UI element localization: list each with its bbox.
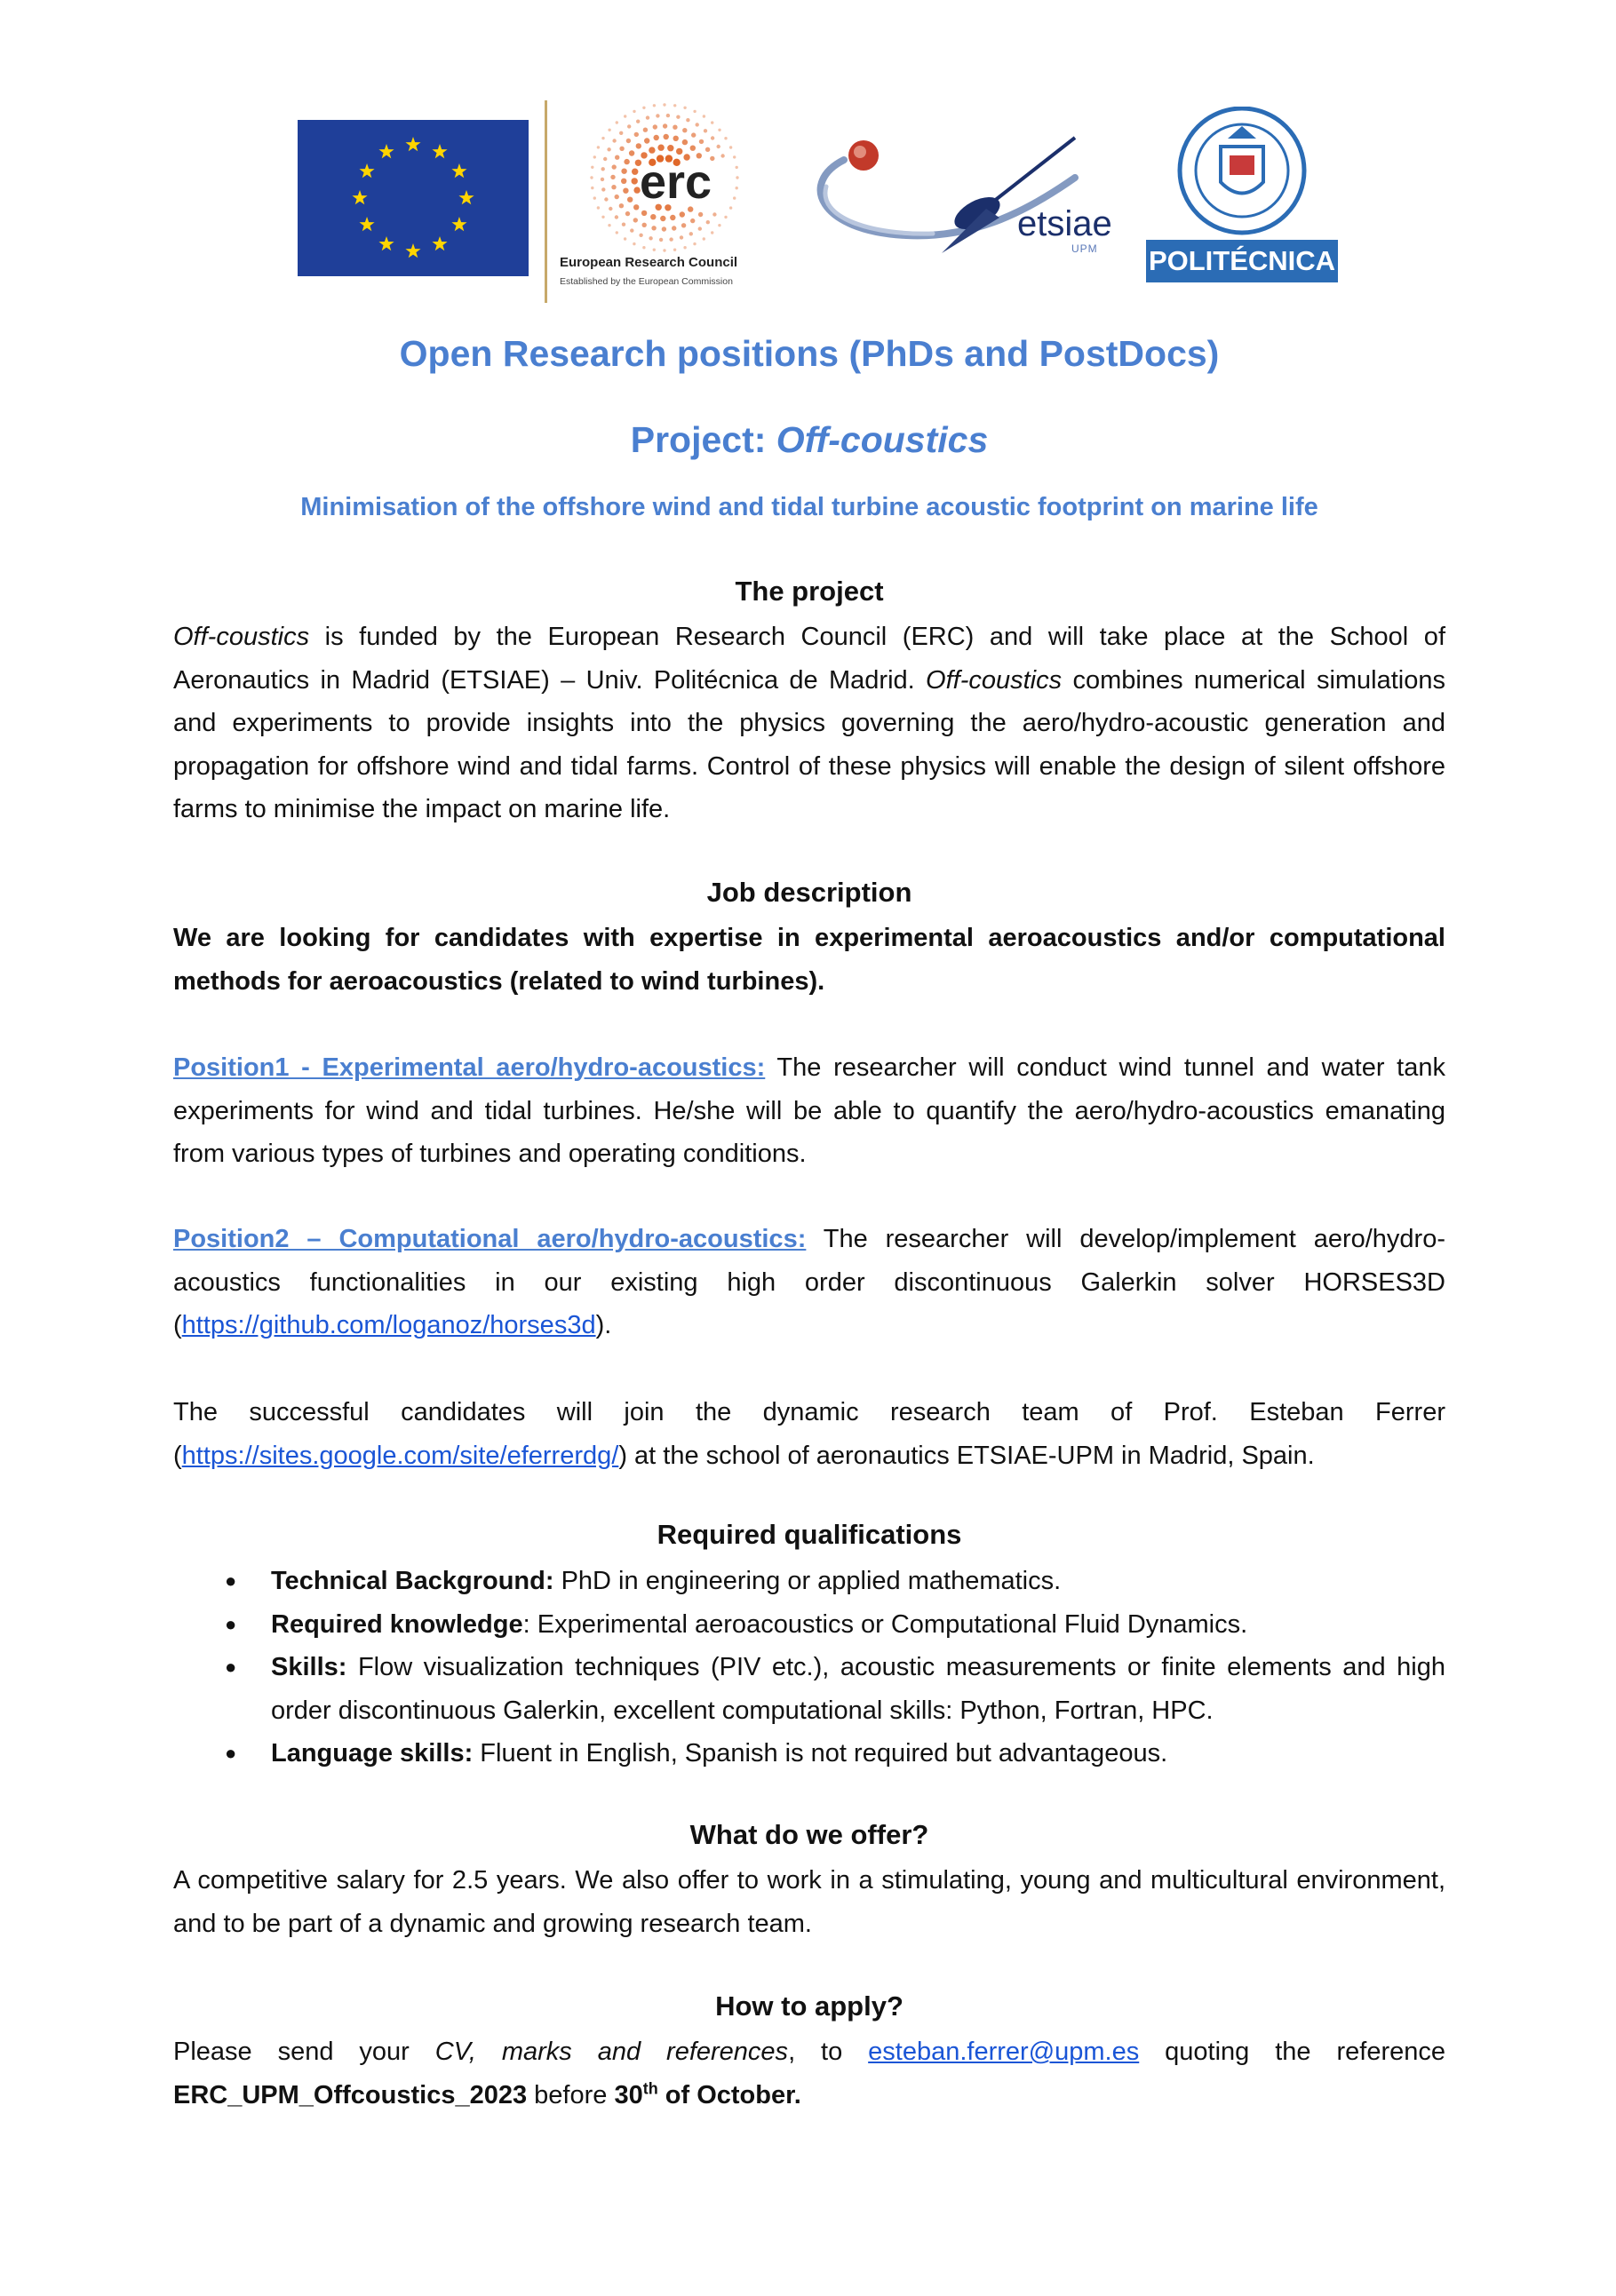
- qualification-label: Skills:: [271, 1653, 347, 1681]
- erc-dot-icon: [656, 114, 659, 117]
- erc-dot-icon: [611, 185, 616, 189]
- erc-dot-icon: [601, 167, 605, 171]
- erc-dot-icon: [718, 129, 720, 131]
- erc-dot-icon: [724, 137, 727, 139]
- erc-dot-icon: [666, 114, 670, 117]
- position2-paragraph: [173, 1218, 1445, 1347]
- erc-dot-icon: [642, 246, 645, 249]
- erc-dot-icon: [673, 249, 676, 251]
- erc-dot-icon: [651, 226, 656, 230]
- erc-dot-icon: [634, 132, 639, 137]
- erc-dot-icon: [601, 178, 604, 181]
- list-item: [173, 1646, 1445, 1732]
- erc-dot-icon: [698, 212, 703, 217]
- qualification-label: Technical Background:: [271, 1567, 554, 1595]
- apply-text-4: before: [527, 2080, 615, 2109]
- etsiae-name: etsiae: [1017, 204, 1112, 243]
- upm-logo: [1146, 107, 1350, 298]
- erc-dot-icon: [670, 215, 675, 220]
- erc-dot-icon: [680, 211, 685, 217]
- section-heading-qualifications: Required qualifications: [657, 1519, 962, 1550]
- erc-dot-icon: [619, 203, 624, 208]
- erc-dot-icon: [632, 178, 638, 184]
- qualification-text: Fluent in English, Spanish is not required but advantageous.: [473, 1739, 1168, 1768]
- position1-link[interactable]: Position1 - Experimental aero/hydro-acoustics:: [173, 1053, 766, 1082]
- erc-dot-icon: [636, 143, 641, 148]
- erc-dot-icon: [601, 187, 605, 191]
- erc-dot-icon: [696, 123, 699, 126]
- erc-dot-icon: [724, 216, 727, 218]
- erc-dot-icon: [667, 145, 673, 151]
- erc-dot-icon: [624, 115, 626, 117]
- position2-link[interactable]: Position2 – Computational aero/hydro-acoustics:: [173, 1225, 807, 1253]
- erc-dot-icon: [711, 121, 713, 123]
- project-name: Off-coustics: [776, 419, 989, 460]
- erc-dot-icon: [633, 242, 635, 245]
- logo-divider: [545, 100, 547, 303]
- erc-dot-icon: [593, 155, 596, 158]
- erc-dot-icon: [623, 188, 628, 194]
- erc-dot-icon: [627, 124, 631, 128]
- erc-dot-icon: [673, 136, 679, 141]
- erc-dot-icon: [703, 115, 705, 117]
- erc-dot-icon: [733, 196, 736, 199]
- erc-dot-icon: [663, 249, 665, 251]
- erc-dot-icon: [698, 226, 702, 230]
- erc-dot-icon: [659, 238, 663, 242]
- project-subtitle: Minimisation of the offshore wind and tidal turbine acoustic footprint on marine life: [300, 493, 1318, 521]
- erc-dot-icon: [680, 235, 683, 239]
- bullet-icon: ●: [225, 1569, 237, 1592]
- erc-dot-icon: [624, 237, 626, 240]
- erc-dot-icon: [717, 145, 720, 148]
- eu-flag-logo: [298, 120, 529, 276]
- erc-dot-icon: [616, 121, 618, 123]
- erc-dot-icon: [619, 131, 623, 135]
- erc-logo-text: erc: [640, 155, 712, 209]
- erc-subtitle: Established by the European Commission: [560, 276, 733, 287]
- position2-end: ).: [595, 1311, 612, 1339]
- erc-dot-icon: [616, 231, 618, 234]
- erc-dot-icon: [706, 220, 710, 224]
- erc-dot-icon: [629, 150, 634, 155]
- erc-dot-icon: [673, 104, 676, 107]
- erc-dot-icon: [736, 187, 738, 189]
- erc-dot-icon: [681, 223, 686, 227]
- erc-dot-icon: [612, 139, 616, 142]
- erc-dot-icon: [597, 146, 600, 148]
- erc-dot-icon: [627, 197, 633, 203]
- project-description: [173, 616, 1445, 831]
- bullet-icon: ●: [225, 1742, 237, 1764]
- erc-dot-icon: [718, 224, 720, 226]
- erc-dot-icon: [653, 124, 657, 129]
- list-item: [173, 1560, 1445, 1603]
- deadline-suffix: th: [642, 2078, 658, 2097]
- erc-dot-icon: [649, 147, 655, 153]
- erc-dot-icon: [720, 154, 724, 157]
- apply-text: [173, 2030, 1445, 2117]
- erc-dot-icon: [682, 128, 687, 132]
- project-title: [173, 419, 1445, 461]
- erc-dot-icon: [615, 195, 619, 199]
- bullet-icon: ●: [225, 1656, 237, 1678]
- erc-dot-icon: [633, 204, 639, 210]
- erc-dot-icon: [653, 249, 656, 251]
- erc-dot-icon: [607, 147, 610, 151]
- erc-dot-icon: [649, 236, 652, 240]
- qualification-label: Required knowledge: [271, 1609, 523, 1639]
- erc-dot-icon: [712, 212, 716, 216]
- erc-dot-icon: [736, 176, 738, 179]
- erc-dot-icon: [624, 159, 629, 164]
- erc-dot-icon: [621, 169, 626, 174]
- erc-dot-icon: [663, 103, 665, 106]
- list-item: [173, 1603, 1445, 1647]
- team-paragraph: [173, 1391, 1445, 1477]
- list-item: [173, 1732, 1445, 1776]
- erc-dot-icon: [591, 166, 593, 169]
- erc-dot-icon: [693, 242, 696, 245]
- apply-documents: CV, marks and references: [434, 2038, 789, 2066]
- deadline-day: 30: [614, 2080, 643, 2109]
- erc-dot-icon: [633, 218, 638, 222]
- erc-dot-icon: [676, 115, 680, 119]
- erc-dot-icon: [729, 206, 732, 209]
- erc-dot-icon: [683, 107, 686, 109]
- erc-dot-icon: [632, 169, 638, 175]
- erc-dot-icon: [591, 187, 593, 189]
- apply-text-1: Please send your: [173, 2038, 435, 2066]
- team-text-1: The successful candidates will join the dynamic research team of Prof. Esteban Ferrer (: [173, 1398, 1445, 1470]
- erc-dot-icon: [641, 211, 647, 216]
- erc-dot-icon: [642, 223, 647, 227]
- erc-dot-icon: [663, 123, 667, 128]
- erc-dot-icon: [733, 155, 736, 158]
- project-name-inline-2: Off-coustics: [926, 665, 1063, 695]
- erc-dot-icon: [650, 214, 656, 219]
- erc-dot-icon: [621, 179, 626, 184]
- erc-dot-icon: [639, 234, 642, 237]
- offer-text: A competitive salary for 2.5 years. We also offer to work in a stimulating, young and multicultural environment, and to be part of a dynamic and growing research team.: [173, 1866, 1445, 1938]
- erc-dot-icon: [619, 147, 624, 151]
- apply-reference: ERC_UPM_Offcoustics_2023: [173, 2080, 528, 2109]
- section-heading-apply: How to apply?: [715, 1990, 904, 2022]
- erc-dot-icon: [603, 157, 607, 161]
- erc-dot-icon: [636, 120, 640, 123]
- erc-dot-icon: [691, 132, 696, 137]
- erc-name: European Research Council: [560, 255, 738, 270]
- position1-text: The researcher will conduct wind tunnel and water tank experiments for wind and tidal turbines. He/she will be able to quantify the aero/hydro-acoustics emanating from various types of turbines and operating conditions.: [173, 1053, 1445, 1168]
- erc-dot-icon: [626, 139, 631, 143]
- email-link[interactable]: esteban.ferrer@upm.es: [868, 2038, 1140, 2066]
- team-site-link[interactable]: https://sites.google.com/site/eferrerdg/: [181, 1441, 619, 1470]
- page-title: Open Research positions (PhDs and PostDocs): [399, 333, 1220, 374]
- erc-dot-icon: [683, 246, 686, 249]
- erc-dot-icon: [686, 118, 689, 122]
- horses3d-link[interactable]: https://github.com/loganoz/horses3d: [181, 1311, 596, 1339]
- apply-text-2: , to: [788, 2038, 869, 2066]
- position1-paragraph: [173, 1046, 1445, 1176]
- upm-wordmark: POLITÉCNICA: [1146, 240, 1338, 282]
- erc-dot-icon: [689, 232, 693, 235]
- erc-dot-icon: [705, 147, 710, 152]
- erc-dot-icon: [643, 128, 648, 132]
- erc-dot-icon: [597, 206, 600, 209]
- section-heading-project: The project: [735, 576, 884, 607]
- erc-dot-icon: [644, 138, 649, 143]
- erc-dot-icon: [672, 226, 676, 230]
- erc-dot-icon: [669, 237, 673, 241]
- erc-dot-icon: [601, 137, 604, 139]
- erc-dot-icon: [601, 216, 604, 218]
- erc-dot-icon: [729, 146, 732, 148]
- etsiae-logo: [808, 120, 1111, 298]
- erc-dot-icon: [642, 107, 645, 109]
- erc-dot-icon: [657, 145, 664, 151]
- erc-dot-icon: [610, 175, 615, 179]
- erc-dot-icon: [736, 166, 738, 169]
- erc-dot-icon: [711, 136, 714, 139]
- qualification-text: Flow visualization techniques (PIV etc.), acoustic measurements or finite elements and high order discontinuous Galerkin, excellent computational skills: Python, Fortran, HPC.: [271, 1653, 1445, 1725]
- erc-dot-icon: [653, 104, 656, 107]
- erc-dot-icon: [690, 146, 696, 151]
- erc-dot-icon: [608, 129, 610, 131]
- erc-dot-icon: [704, 129, 707, 132]
- erc-dot-icon: [676, 148, 682, 155]
- logo-bar: [298, 84, 1346, 315]
- erc-dot-icon: [625, 211, 630, 216]
- erc-dot-icon: [609, 207, 612, 211]
- erc-dot-icon: [664, 134, 669, 139]
- position2-text: The researcher will develop/implement aero/hydro-acoustics functionalities in our existing high order discontinuous Galerkin solver HORSES3D (: [173, 1225, 1445, 1339]
- erc-dot-icon: [662, 226, 666, 231]
- erc-dot-icon: [693, 110, 696, 113]
- erc-dot-icon: [612, 164, 617, 169]
- etsiae-sub: UPM: [1071, 242, 1098, 255]
- project-text-2: combines numerical simulations and experiments to provide insights into the physics governing the aero/hydro-acoustic generation and propagation for offshore wind and tidal farms. Control of these physics will enable the design of silent offshore farms to minimise the impact on marine life.: [173, 665, 1445, 823]
- project-name-inline: Off-coustics: [173, 623, 310, 651]
- erc-dot-icon: [615, 155, 619, 160]
- apply-text-3: quoting the reference: [1139, 2038, 1445, 2066]
- apply-deadline: [614, 2078, 801, 2109]
- erc-dot-icon: [590, 176, 593, 179]
- erc-dot-icon: [633, 110, 635, 113]
- project-text-1: is funded by the European Research Council (ERC) and will take place at the School of Aeronautics in Madrid (ETSIAE) – Univ. Politécnica de Madrid.: [173, 623, 1445, 695]
- erc-dot-icon: [699, 139, 704, 144]
- project-prefix: Project:: [630, 419, 776, 460]
- erc-dot-icon: [654, 135, 659, 140]
- erc-dot-icon: [711, 231, 713, 234]
- bullet-icon: ●: [225, 1612, 237, 1635]
- qualifications-list: [173, 1560, 1445, 1776]
- deadline-month: of October.: [657, 2080, 801, 2109]
- erc-dot-icon: [630, 228, 633, 232]
- erc-dot-icon: [703, 237, 705, 240]
- section-heading-offer: What do we offer?: [689, 1819, 929, 1850]
- erc-dot-icon: [660, 216, 665, 221]
- erc-dot-icon: [622, 223, 625, 226]
- erc-dot-icon: [604, 197, 608, 201]
- qualification-label: Language skills:: [271, 1739, 474, 1768]
- erc-dot-icon: [593, 196, 596, 199]
- job-intro: We are looking for candidates with expertise in experimental aeroacoustics and/or computational methods for aeroacoustics (related to wind turbines).: [173, 924, 1445, 996]
- erc-dot-icon: [646, 115, 649, 119]
- team-text-2: ) at the school of aeronautics ETSIAE-UPM in Madrid, Spain.: [618, 1441, 1315, 1470]
- qualification-text: PhD in engineering or applied mathematics.: [553, 1567, 1062, 1595]
- qualification-text: : Experimental aeroacoustics or Computational Fluid Dynamics.: [522, 1609, 1248, 1639]
- section-heading-job: Job description: [706, 877, 912, 908]
- erc-logo: [560, 102, 782, 306]
- erc-dot-icon: [682, 139, 688, 145]
- erc-dot-icon: [673, 125, 677, 130]
- erc-dot-icon: [608, 224, 610, 226]
- erc-dot-icon: [690, 218, 695, 223]
- erc-dot-icon: [615, 215, 618, 218]
